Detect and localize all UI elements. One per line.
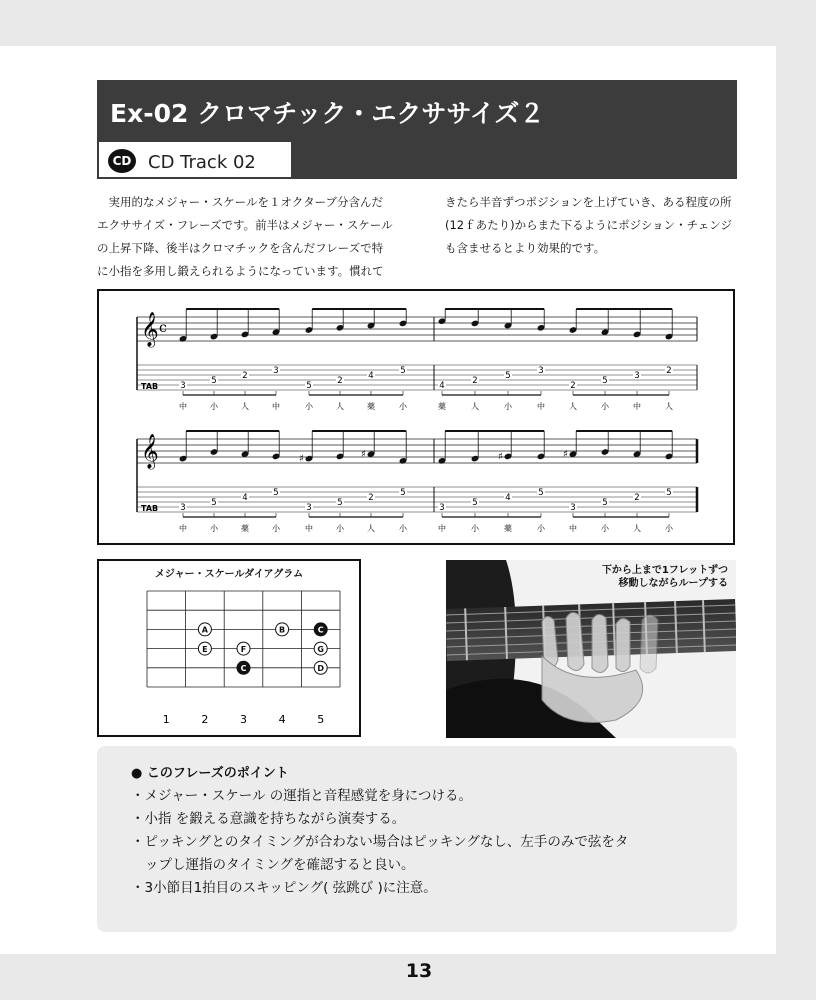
note-label: C	[317, 625, 324, 635]
tab-number: 5	[211, 498, 217, 508]
photo-caption-line: 下から上まで1フレットずつ	[601, 565, 728, 576]
photo-caption	[602, 564, 728, 590]
tab-number: 3	[439, 503, 445, 513]
finger-label: 中	[179, 402, 187, 411]
finger-label: 小	[305, 402, 313, 411]
cd-track-label: CD Track 02	[148, 152, 256, 173]
note-label: D	[317, 664, 325, 673]
tab-number: 5	[400, 366, 406, 376]
fretboard-diagram	[99, 561, 361, 737]
finger-label: 中	[537, 402, 545, 411]
intro-line: に小指を多用し鍛えられるようになっています。慣れて	[97, 264, 384, 278]
finger-label: 小	[471, 524, 479, 533]
fret-number: 5	[317, 713, 325, 726]
fret-number: 2	[201, 713, 209, 726]
finger-label: 中	[179, 524, 187, 533]
finger-label: 人	[336, 402, 344, 411]
scale-diagram-title: メジャー・スケールダイアグラム	[154, 569, 304, 580]
intro-line: も含ませるとより効果的です。	[445, 241, 606, 255]
point-item: ・ピッキングとのタイミングが合わない場合はピッキングなし、左手のみで弦をタ	[131, 834, 629, 850]
note-label: F	[240, 644, 247, 654]
treble-clef: 𝄞	[141, 312, 159, 347]
finger-label: 人	[241, 402, 249, 411]
tab-number: 5	[400, 488, 406, 498]
tab-number: 5	[602, 376, 608, 386]
point-item: ・3小節目1拍目のスキッピング( 弦跳び )に注意。	[131, 880, 437, 896]
intro-line: きたら半音ずつポジションを上げていき、ある程度の所	[445, 195, 732, 209]
note-label: G	[317, 644, 324, 654]
cd-icon: CD	[108, 149, 136, 173]
finger-label: 小	[504, 402, 512, 411]
finger-label: 小	[601, 402, 609, 411]
intro-line: (12ｆあたり)からまた下るようにポジション・チェンジ	[445, 218, 732, 232]
sharp-sign: ♯	[498, 451, 503, 463]
tab-number: 3	[180, 381, 186, 391]
note-label: E	[202, 644, 208, 654]
finger-label: 小	[399, 402, 407, 411]
points-box	[97, 746, 737, 932]
finger-label: 中	[569, 524, 577, 533]
notation-and-tab	[99, 291, 737, 547]
point-item: ・メジャー・スケール の運指と音程感覚を身につける。	[131, 788, 472, 804]
page-title: Ex-02 クロマチック・エクササイズ２	[110, 99, 545, 128]
tab-number: 2	[634, 493, 640, 503]
tab-number: 5	[666, 488, 672, 498]
finger-label: 薬	[367, 402, 375, 411]
photo-caption-line: 移動しながらループする	[618, 578, 728, 589]
time-signature: c	[159, 320, 167, 336]
tab-number: 2	[666, 366, 672, 376]
note-label: B	[279, 625, 286, 635]
finger-label: 小	[537, 524, 545, 533]
tab-number: 2	[337, 376, 343, 386]
hand-photo	[446, 560, 736, 738]
finger-label: 小	[210, 524, 218, 533]
tab-number: 4	[368, 371, 374, 381]
tab-number: 3	[273, 366, 279, 376]
tab-number: 2	[472, 376, 478, 386]
tab-number: 5	[211, 376, 217, 386]
finger-label: 中	[633, 402, 641, 411]
tab-number: 4	[242, 493, 248, 503]
finger-label: 小	[601, 524, 609, 533]
tab-number: 5	[602, 498, 608, 508]
page-number: 13	[405, 960, 433, 982]
note-label: A	[201, 625, 209, 635]
finger-label: 中	[438, 524, 446, 533]
tab-number: 2	[368, 493, 374, 503]
intro-right-column	[445, 191, 740, 260]
intro-left-column	[97, 191, 397, 283]
sharp-sign: ♯	[299, 453, 304, 465]
score-box	[97, 289, 735, 545]
point-item: ・小指 を鍛える意識を持ちながら演奏する。	[131, 811, 406, 827]
intro-line: の上昇下降、後半はクロマチックを含んだフレーズで特	[97, 241, 384, 255]
fret-number: 1	[162, 713, 170, 726]
finger-label: 小	[399, 524, 407, 533]
intro-line: 実用的なメジャー・スケールを１オクターブ分含んだ	[97, 195, 384, 209]
tab-number: 3	[538, 366, 544, 376]
tab-number: 3	[634, 371, 640, 381]
tab-number: 5	[337, 498, 343, 508]
tab-number: 5	[273, 488, 279, 498]
finger-label: 小	[665, 524, 673, 533]
scale-diagram-box	[97, 559, 361, 737]
tab-clef: TAB	[141, 504, 159, 513]
finger-label: 人	[665, 402, 673, 411]
finger-label: 小	[336, 524, 344, 533]
finger-label: 中	[272, 402, 280, 411]
finger-label: 薬	[504, 524, 512, 533]
tab-number: 2	[242, 371, 248, 381]
note-label: C	[240, 664, 247, 673]
finger-label: 薬	[241, 524, 249, 533]
finger-label: 小	[272, 524, 280, 533]
point-item-continued: ップし運指のタイミングを確認すると良い。	[145, 857, 415, 873]
finger-label: 人	[367, 524, 375, 533]
finger-label: 小	[210, 402, 218, 411]
finger-label: 人	[471, 402, 479, 411]
treble-clef: 𝄞	[141, 434, 159, 469]
intro-line: エクササイズ・フレーズです。前半はメジャー・スケール	[97, 218, 393, 232]
tab-number: 5	[472, 498, 478, 508]
tab-number: 5	[505, 371, 511, 381]
tab-number: 3	[180, 503, 186, 513]
finger-label: 中	[305, 524, 313, 533]
points-heading: ● このフレーズのポイント	[131, 766, 289, 781]
tab-number: 5	[538, 488, 544, 498]
tab-number: 4	[505, 493, 511, 503]
points-list	[131, 785, 628, 900]
tab-number: 5	[306, 381, 312, 391]
finger-label: 人	[633, 524, 641, 533]
tab-number: 3	[570, 503, 576, 513]
finger-label: 薬	[438, 402, 446, 411]
fret-number: 3	[240, 713, 247, 726]
sharp-sign: ♯	[563, 449, 568, 461]
fret-number: 4	[278, 713, 286, 726]
tab-clef: TAB	[141, 382, 159, 391]
tab-number: 3	[306, 503, 312, 513]
sharp-sign: ♯	[361, 449, 366, 461]
tab-number: 4	[439, 381, 445, 391]
finger-label: 人	[569, 402, 577, 411]
tab-number: 2	[570, 381, 576, 391]
